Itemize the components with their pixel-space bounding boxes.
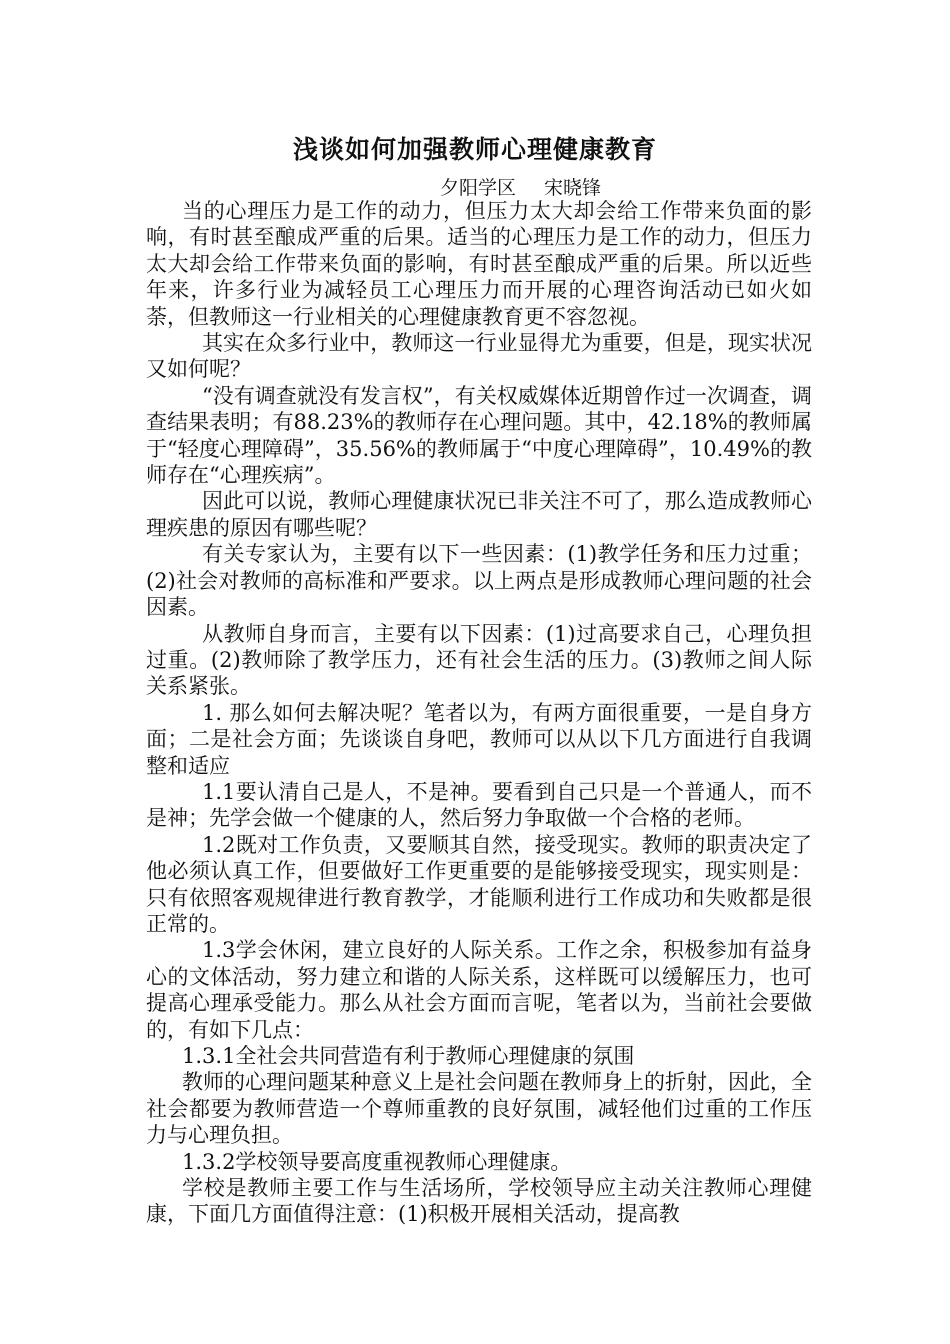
paragraph: 学校是教师主要工作与生活场所，学校领导应主动关注教师心理健康，下面几方面值得注意：(1)积极开展相关活动，提高教 xyxy=(146,1176,812,1227)
paragraph: 其实在众多行业中，教师这一行业显得尤为重要，但是，现实状况又如何呢？ xyxy=(146,331,812,382)
paragraph: 因此可以说，教师心理健康状况已非关注不可了，那么造成教师心理疾患的原因有哪些呢？ xyxy=(146,489,812,540)
author-name: 宋晓锋 xyxy=(544,177,602,199)
district-name: 夕阳学区 xyxy=(440,177,517,199)
paragraph: 1. 那么如何去解决呢？笔者以为，有两方面很重要，一是自身方面；二是社会方面；先谈谈自身吧，教师可以从以下几方面进行自我调整和适应 xyxy=(146,700,812,778)
body-text xyxy=(146,198,812,1228)
section-heading: 1.3.1全社会共同营造有利于教师心理健康的氛围 xyxy=(182,1044,635,1068)
paragraph: 当的心理压力是工作的动力，但压力太大却会给工作带来负面的影响，有时甚至酿成严重的后果。适当的心理压力是工作的动力，但压力太大却会给工作带来负面的影响，有时甚至酿成严重的后果。所以近些年来，许多行业为减轻员工心理压力而开展的心理咨询活动已如火如荼，但教师这一行业相关的心理健康教育更不容忽视。 xyxy=(146,199,812,329)
paragraph: 教师的心理问题某种意义上是社会问题在教师身上的折射，因此，全社会都要为教师营造一个尊师重教的良好氛围，减轻他们过重的工作压力与心理负担。 xyxy=(146,1070,812,1148)
section-heading: 1.3.2学校领导要高度重视教师心理健康。 xyxy=(182,1149,572,1174)
paragraph: 有关专家认为，主要有以下一些因素：(1)教学任务和压力过重；(2)社会对教师的高标准和严要求。以上两点是形成教师心理问题的社会因素。 xyxy=(146,542,812,620)
paragraph: 1.3学会休闲，建立良好的人际关系。工作之余，积极参加有益身心的文体活动，努力建立和谐的人际关系，这样既可以缓解压力，也可提高心理承受能力。那么从社会方面而言呢，笔者以为，当前社会要做的，有如下几点： xyxy=(146,938,812,1042)
paragraph: 1.2既对工作负责，又要顺其自然，接受现实。教师的职责决定了他必须认真工作，但要做好工作更重要的是能够接受现实，现实则是：只有依照客观规律进行教育教学，才能顺利进行工作成功和失败都是很正常的。 xyxy=(146,832,812,936)
paragraph: 从教师自身而言，主要有以下因素：(1)过高要求自己，心理负担过重。(2)教师除了教学压力，还有社会生活的压力。(3)教师之间人际关系紧张。 xyxy=(146,621,812,699)
paragraph: “没有调查就没有发言权”，有关权威媒体近期曾作过一次调查，调查结果表明；有88.23%的教师存在心理问题。其中，42.18%的教师属于“轻度心理障碍”，35.56%的教师属于“中度心理障碍”，10.49%的教师存在“心理疾病”。 xyxy=(146,383,812,488)
paragraph: 1.1要认清自己是人，不是神。要看到自己只是一个普通人，而不是神；先学会做一个健康的人，然后努力争取做一个合格的老师。 xyxy=(146,779,812,831)
document-title: 浅谈如何加强教师心理健康教育 xyxy=(292,135,657,164)
